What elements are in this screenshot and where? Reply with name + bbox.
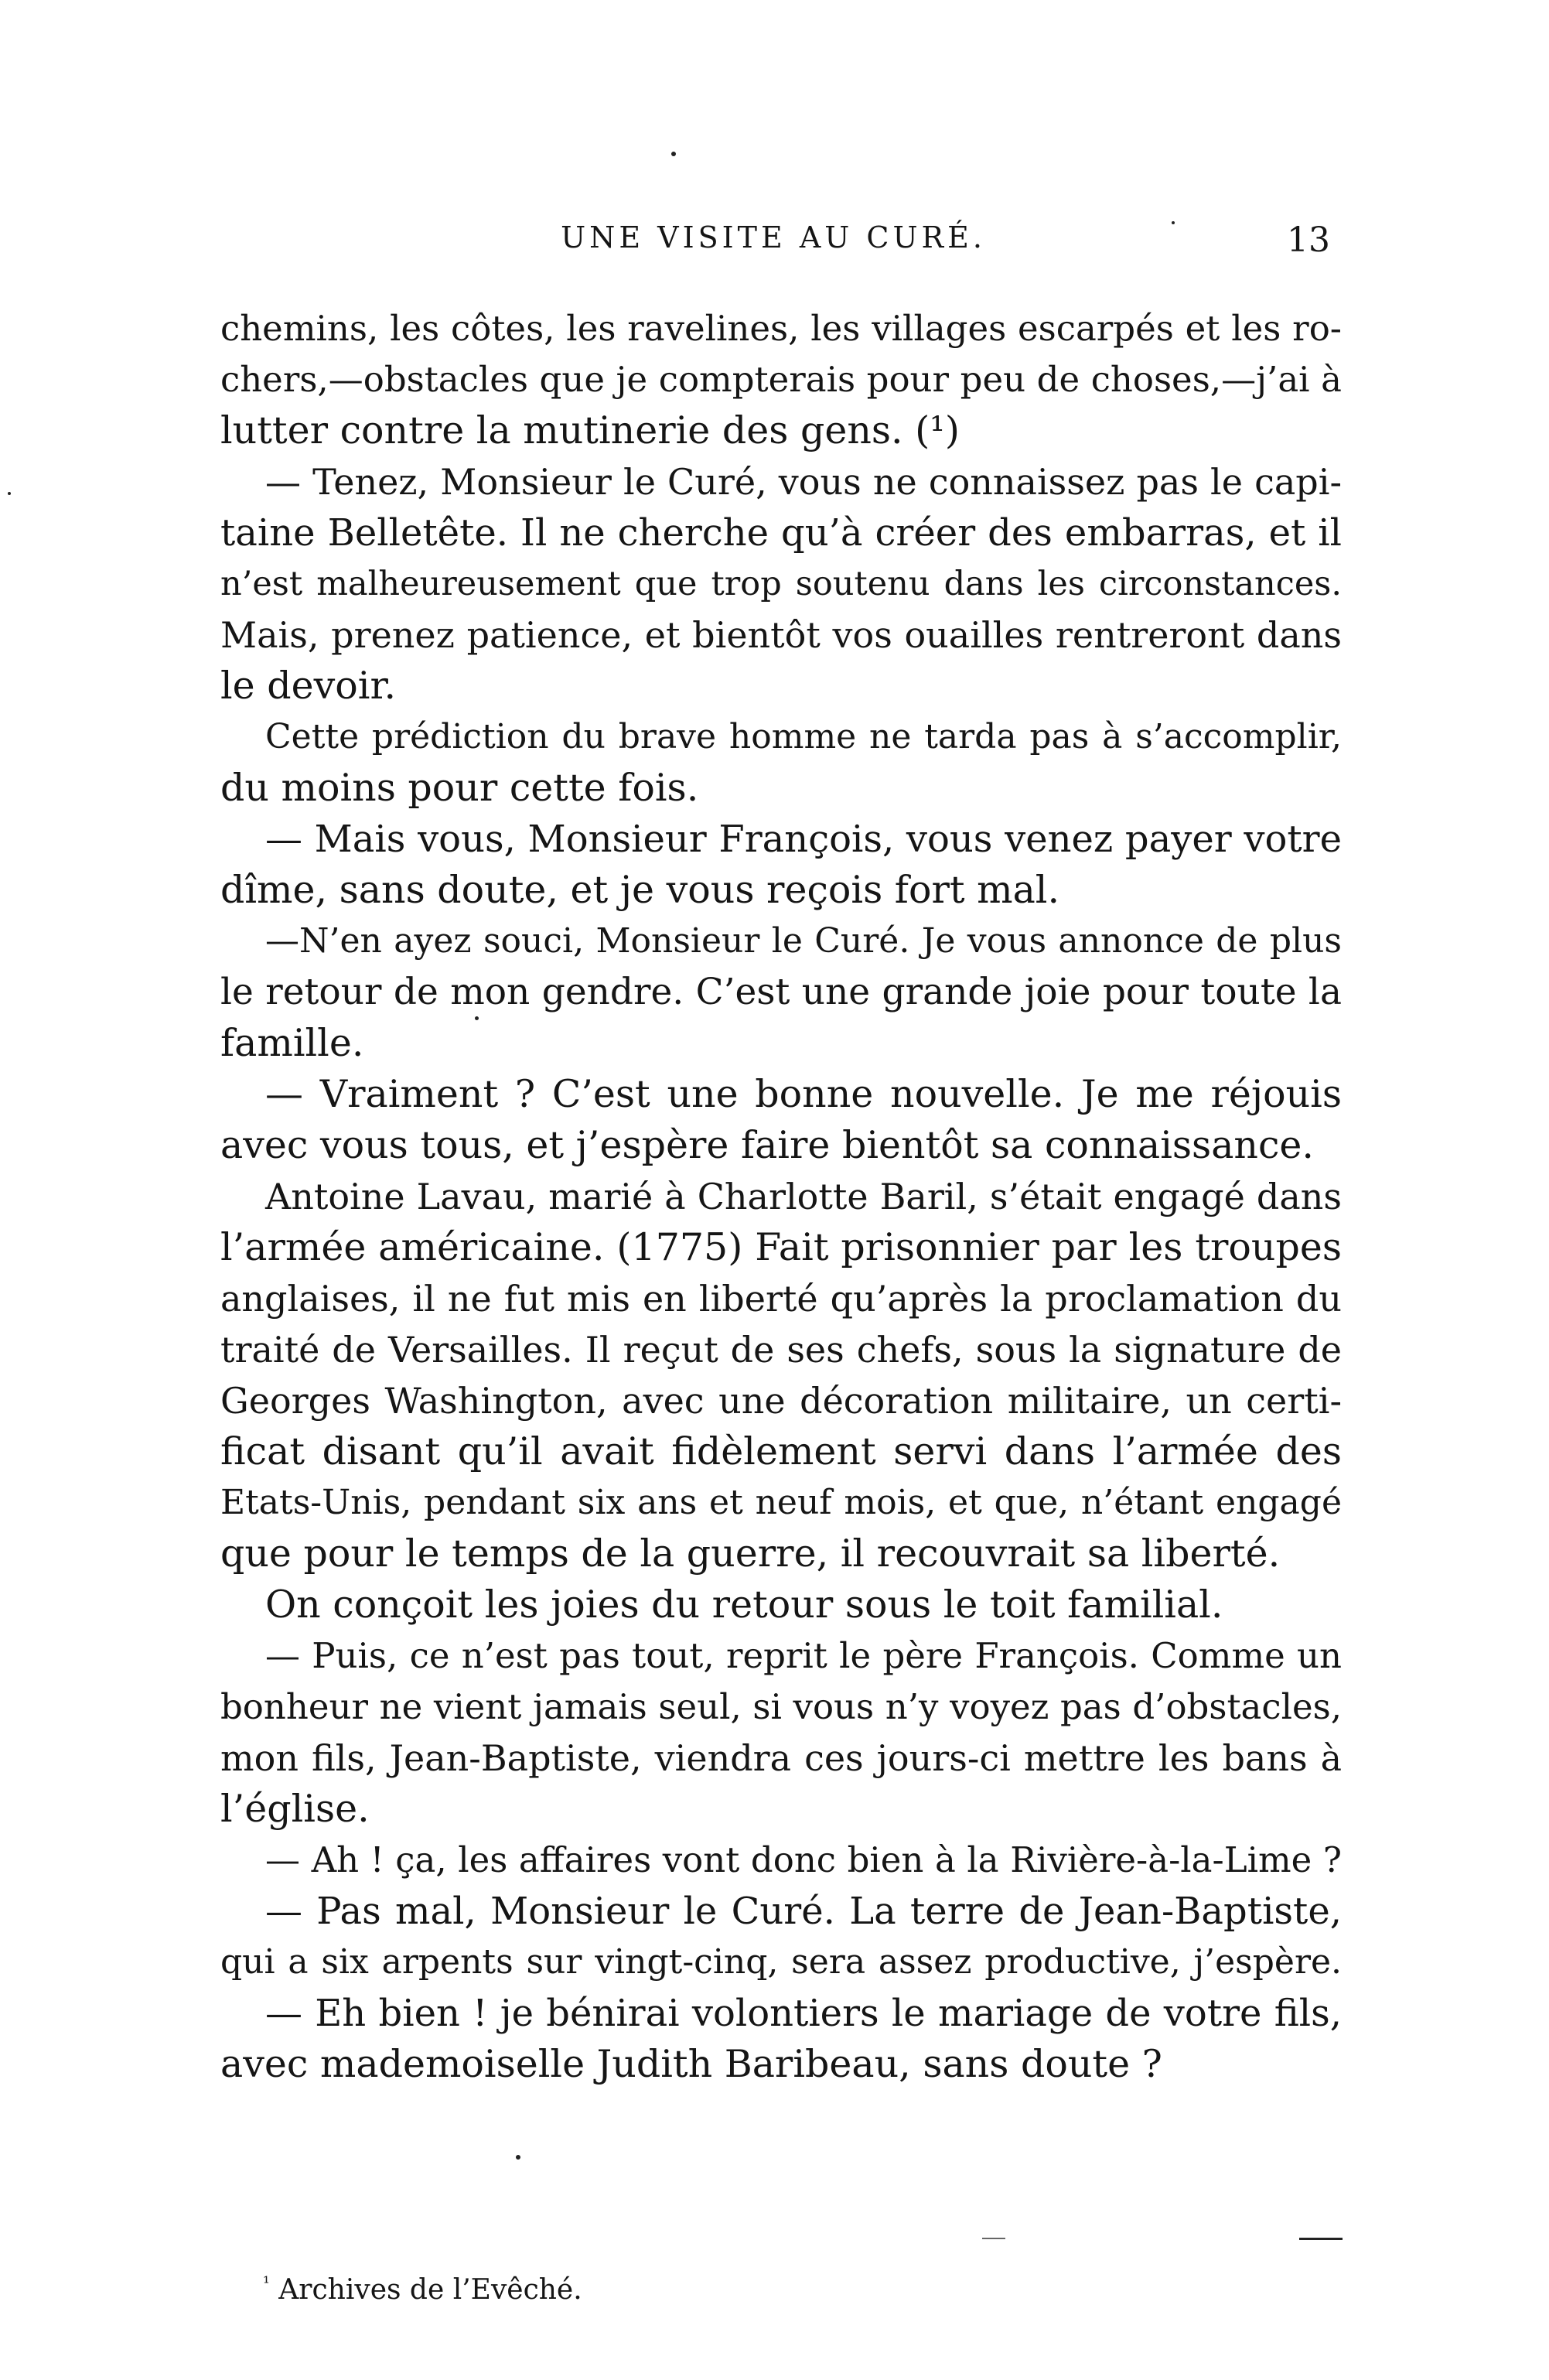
text-line: anglaises, il ne fut mis en liberté qu’après la proclamation du (220, 1278, 1342, 1320)
footnote (263, 2274, 582, 2306)
ink-speck (516, 2155, 520, 2160)
text-line: le devoir. (220, 664, 397, 708)
text-line: Cette prédiction du brave homme ne tarda pas à s’accomplir, (265, 717, 1342, 756)
text-line: du moins pour cette fois. (220, 766, 699, 810)
text-line: — Eh bien ! je bénirai volontiers le mariage de votre fils, (265, 1992, 1342, 2035)
text-line: avec vous tous, et j’espère faire bientôt sa connaissance. (220, 1123, 1314, 1167)
text-line: l’église. (220, 1787, 370, 1831)
text-line: mon fils, Jean-Baptiste, viendra ces jours-ci mettre les bans à (220, 1737, 1342, 1779)
text-line: lutter contre la mutinerie des gens. (¹) (220, 408, 960, 452)
text-line: bonheur ne vient jamais seul, si vous n’y voyez pas d’obstacles, (220, 1686, 1342, 1727)
ink-speck (8, 492, 11, 495)
text-line: — Pas mal, Monsieur le Curé. La terre de Jean-Baptiste, (265, 1890, 1342, 1933)
text-line: Etats-Unis, pendant six ans et neuf mois, et que, n’étant engagé (220, 1483, 1342, 1522)
text-line: que pour le temps de la guerre, il recouvrait sa liberté. (220, 1531, 1281, 1576)
text-line: Mais, prenez patience, et bientôt vos ouailles rentreront dans (220, 614, 1342, 656)
text-line: chemins, les côtes, les ravelines, les villages escarpés et les ro- (220, 308, 1342, 349)
footnote-text: Archives de l’Evêché. (278, 2274, 582, 2306)
text-line: n’est malheureusement que trop soutenu dans les circonstances. (220, 565, 1342, 603)
text-line: famille. (220, 1021, 364, 1065)
running-head: UNE VISITE AU CURÉ. (561, 220, 986, 254)
footnote-marker: ¹ (263, 2274, 270, 2293)
text-line: On conçoit les joies du retour sous le toit familial. (265, 1583, 1223, 1627)
text-line: ficat disant qu’il avait fidèlement servi dans l’armée des (220, 1429, 1342, 1473)
body-text (220, 303, 1342, 2090)
text-line: Georges Washington, avec une décoration militaire, un certi- (220, 1380, 1342, 1422)
text-line: — Tenez, Monsieur le Curé, vous ne connaissez pas le capi- (265, 461, 1342, 503)
text-line: traité de Versailles. Il reçut de ses chefs, sous la signature de (220, 1329, 1342, 1371)
text-line: dîme, sans doute, et je vous reçois fort mal. (220, 868, 1060, 912)
footnote-rule (1299, 2238, 1343, 2240)
text-line: — Puis, ce n’est pas tout, reprit le père François. Comme un (265, 1635, 1342, 1676)
text-line: — Ah ! ça, les affaires vont donc bien à la Rivière-à-la-Lime ? (265, 1839, 1342, 1880)
text-line: chers,—obstacles que je compterais pour peu de choses,—j’ai à (220, 359, 1342, 400)
text-line: l’armée américaine. (1775) Fait prisonnier par les troupes (220, 1225, 1342, 1269)
text-line: — Vraiment ? C’est une bonne nouvelle. Je me réjouis (265, 1072, 1342, 1116)
text-line: taine Belletête. Il ne cherche qu’à créer des embarras, et il (220, 511, 1342, 555)
text-line: Antoine Lavau, marié à Charlotte Baril, s’était engagé dans (265, 1176, 1342, 1217)
text-line: avec mademoiselle Judith Baribeau, sans doute ? (220, 2042, 1162, 2086)
page-header (217, 220, 1330, 267)
text-line: qui a six arpents sur vingt-cinq, sera assez productive, j’espère. (220, 1942, 1342, 1982)
text-line: le retour de mon gendre. C’est une grande joie pour toute la (220, 971, 1342, 1013)
text-line: — Mais vous, Monsieur François, vous venez payer votre (265, 818, 1342, 861)
page-number: 13 (1287, 220, 1330, 260)
ink-speck (671, 152, 676, 156)
footnote-rule (982, 2238, 1005, 2239)
text-line: —N’en ayez souci, Monsieur le Curé. Je vous annonce de plus (265, 921, 1342, 961)
